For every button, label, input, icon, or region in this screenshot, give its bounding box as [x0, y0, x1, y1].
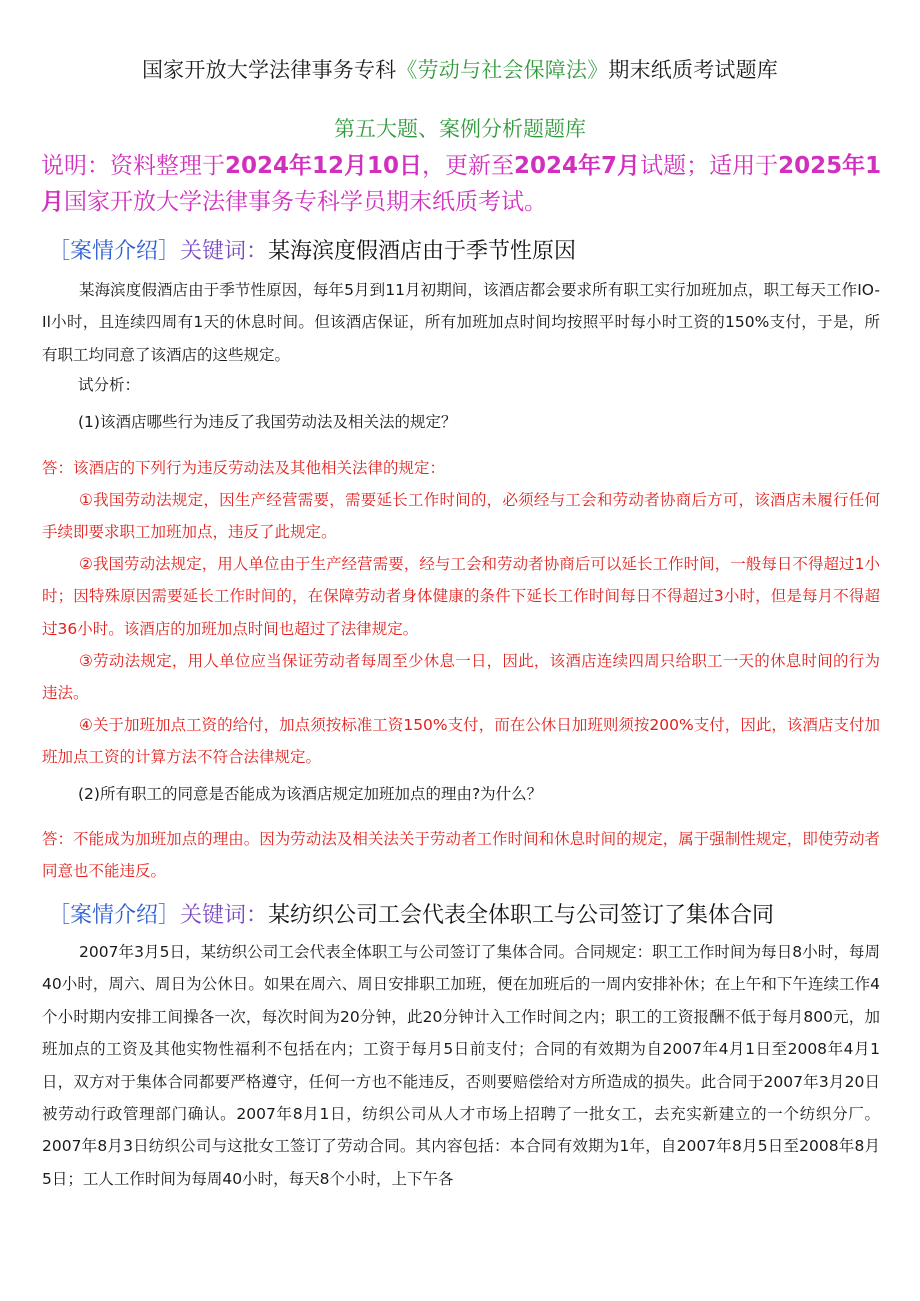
- case1-keyword: 某海滨度假酒店由于季节性原因: [268, 239, 577, 264]
- answer-2: 答：不能成为加班加点的理由。因为劳动法及相关法关于劳动者工作时间和休息时间的规定，属于强制性规定，即使劳动者同意也不能违反。: [42, 830, 880, 881]
- section-subtitle: 第五大题、案例分析题题库: [334, 117, 586, 141]
- answer-1-item-1: ①我国劳动法规定，因生产经营需要，需要延长工作时间的，必须经与工会和劳动者协商后方可，该酒店未履行任何手续即要求职工加班加点，违反了此规定。: [42, 491, 880, 542]
- case-tag: ［案情介绍］: [48, 239, 181, 264]
- question-2: (2)所有职工的同意是否能成为该酒店规定加班加点的理由?为什么？: [78, 785, 543, 803]
- answer-1-item-2: ②我国劳动法规定，用人单位由于生产经营需要，经与工会和劳动者协商后可以延长工作时间，一般每日不得超过1小时；因特殊原因需要延长工作时间的，在保障劳动者身体健康的条件下延长工作时间每日不得超过3小时，但是每月不得超过36小时。该酒店的加班加点时间也超过了法律规定。: [42, 555, 880, 638]
- case2-heading: [48, 898, 888, 929]
- course-name: 《劳动与社会保障法》: [396, 58, 609, 82]
- case2-body: 2007年3月5日，某纺织公司工会代表全体职工与公司签订了集体合同。合同规定：职工工作时间为每日8小时，每周40小时，周六、周日为公休日。如果在周六、周日安排职工加班，便在加班后的一周内安排补休；在上午和下午连续工作4个小时期内安排工间操各一次，每次时间为20分钟，此20分钟计入工作时间之内；职工的工资报酬不低于每月800元，加班加点的工资及其他实物性福利不包括在内；工资于每月5日前支付；合同的有效期为自2007年4月1日至2008年4月1日，双方对于集体合同都要严格遵守，任何一方也不能违反，否则要赔偿给对方所造成的损失。此合同于2007年3月20日被劳动行政管理部门确认。2007年8月1日，纺织公司从人才市场上招聘了一批女工，去充实新建立的一个纺织分厂。2007年8月3日纺织公司与这批女工签订了劳动合同。其内容包括：本合同有效期为1年，自2007年8月5日至2008年8月5日；工人工作时间为每周40小时，每天8个小时，上下午各: [42, 943, 880, 1188]
- analyze-label: 试分析：: [78, 376, 141, 394]
- page-title: [0, 54, 920, 84]
- title-suffix: 期末纸质考试题库: [608, 58, 778, 82]
- title-prefix: 国家开放大学法律事务专科: [141, 58, 397, 82]
- answer-1-item-4: ④关于加班加点工资的给付，加点须按标准工资150%支付，而在公休日加班则须按200%支付，因此，该酒店支付加班加点工资的计算方法不符合法律规定。: [42, 716, 880, 767]
- case2-keyword: 某纺织公司工会代表全体职工与公司签订了集体合同: [268, 903, 775, 928]
- answer-1-intro: 答：该酒店的下列行为违反劳动法及其他相关法律的规定：: [42, 459, 446, 477]
- case1-body: 某海滨度假酒店由于季节性原因，每年5月到11月初期间，该酒店都会要求所有职工实行加班加点，职工每天工作IO-Il小时，且连续四周有1天的休息时间。但该酒店保证，所有加班加点时间均按照平时每小时工资的150%支付，于是，所有职工均同意了该酒店的这些规定。: [42, 281, 880, 364]
- question-1: (1)该酒店哪些行为违反了我国劳动法及相关法的规定？: [78, 413, 457, 431]
- case1-heading: [48, 234, 888, 265]
- keyword-label: 关键词：: [180, 903, 269, 928]
- answer-1-item-3: ③劳动法规定，用人单位应当保证劳动者每周至少休息一日，因此，该酒店连续四周只给职工一天的休息时间的行为违法。: [42, 652, 880, 703]
- notice-text: 说明：资料整理于2024年12月10日，更新至2024年7月试题；适用于2025年1月国家开放大学法律事务专科学员期末纸质考试。: [41, 153, 882, 215]
- keyword-label: 关键词：: [180, 239, 269, 264]
- case-tag: ［案情介绍］: [48, 903, 181, 928]
